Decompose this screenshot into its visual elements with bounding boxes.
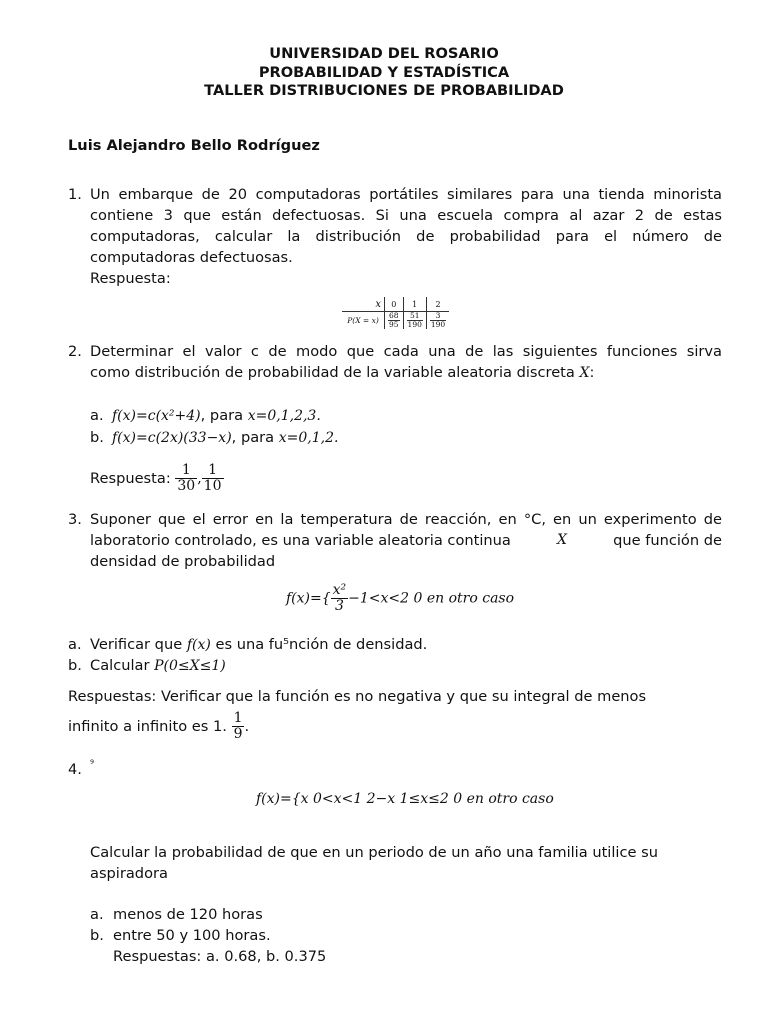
q4-density-formula: f(x)={x 0<x<1 2−x 1≤x≤2 0 en otro caso xyxy=(256,791,554,807)
q3-answer-line2: infinito a infinito es 1. $\frac{1}{9}$ . xyxy=(68,710,250,742)
q4-b-text: entre 50 y 100 horas. xyxy=(113,927,271,944)
q3-number: 3. xyxy=(68,511,82,528)
course-title: PROBABILIDAD Y ESTADÍSTICA xyxy=(258,64,510,81)
q3-line3: densidad de probabilidad xyxy=(90,553,276,570)
table-x-1: 1 xyxy=(403,297,426,312)
q4-a-label: a. xyxy=(90,906,104,923)
q3-a-label: a. xyxy=(68,636,82,653)
table-p-1: $\frac{51}{190}$ xyxy=(407,311,422,329)
table-x-label: x xyxy=(342,297,385,312)
q3-density-formula: f(x)={ $\frac{\text{x²}}{3}$ −1<x<2 0 en otro caso xyxy=(286,582,515,614)
q3-answer-line1: Respuestas: Verificar que la función es no negativa y que su integral de menos xyxy=(68,688,647,705)
q4-line2: aspiradora xyxy=(90,865,168,882)
q2-line2: como distribución de probabilidad de la variable aleatoria discreta X: xyxy=(90,364,595,381)
q2-a-label: a. xyxy=(90,407,104,424)
q3-a-item: Verificar que f(x) es una fu⁵nción de densidad. xyxy=(90,636,428,653)
q2-answer-fraction-2: $\frac{1}{10}$ xyxy=(203,462,222,494)
table-x-2: 2 xyxy=(426,297,449,312)
table-x-0: 0 xyxy=(385,297,404,312)
q2-number: 2. xyxy=(68,343,82,360)
table-p-0: $\frac{68}{95}$ xyxy=(389,311,399,329)
q3-b-label: b. xyxy=(68,657,82,674)
author-name: Luis Alejandro Bello Rodríguez xyxy=(68,137,320,154)
q1-line1: Un embarque de 20 computadoras portátiles similares para una tienda minorista xyxy=(90,186,722,203)
q1-number: 1. xyxy=(68,186,82,203)
workshop-title: TALLER DISTRIBUCIONES DE PROBABILIDAD xyxy=(204,82,564,99)
q3-b-item: Calcular P(0≤X≤1) xyxy=(90,657,226,674)
q2-answer: Respuesta: $\frac{1}{30}$ , $\frac{1}{10}$ xyxy=(90,462,222,494)
q4-a-text: menos de 120 horas xyxy=(113,906,263,923)
q4-number: 4. xyxy=(68,761,82,778)
q1-line3: computadoras, calcular la distribución de probabilidad para el número de xyxy=(90,228,722,245)
q1-answer-label: Respuesta: xyxy=(90,270,171,287)
q2-line1: Determinar el valor c de modo que cada una de las siguientes funciones sirva xyxy=(90,343,722,360)
table-p-label: P(X = x) xyxy=(347,316,379,325)
q4-b-label: b. xyxy=(90,927,104,944)
q4-line1: Calcular la probabilidad de que en un periodo de un año una familia utilice su xyxy=(90,844,658,861)
probability-table xyxy=(342,297,449,329)
table-p-2: $\frac{3}{190}$ xyxy=(430,311,446,329)
q1-line2: contiene 3 que están defectuosas. Si una escuela compra al azar 2 de estas xyxy=(90,207,722,224)
university-title: UNIVERSIDAD DEL ROSARIO xyxy=(269,45,499,62)
q1-line4: computadoras defectuosas. xyxy=(90,249,293,266)
q4-mark: ⁹ xyxy=(90,759,95,770)
q4-answers: Respuestas: a. 0.68, b. 0.375 xyxy=(113,948,327,965)
q2-b-item: f(x)=c(2x)(33−x), para x=0,1,2. xyxy=(112,429,339,446)
q2-answer-fraction-1: $\frac{1}{30}$ xyxy=(177,462,196,494)
q2-b-label: b. xyxy=(90,429,104,446)
q2-a-item: f(x)=c(x²+4), para x=0,1,2,3. xyxy=(112,407,321,424)
q3-line2: laboratorio controlado, es una variable aleatoria continua X que función de xyxy=(90,532,722,549)
q3-line1: Suponer que el error en la temperatura de reacción, en °C, en un experimento de xyxy=(90,511,722,528)
